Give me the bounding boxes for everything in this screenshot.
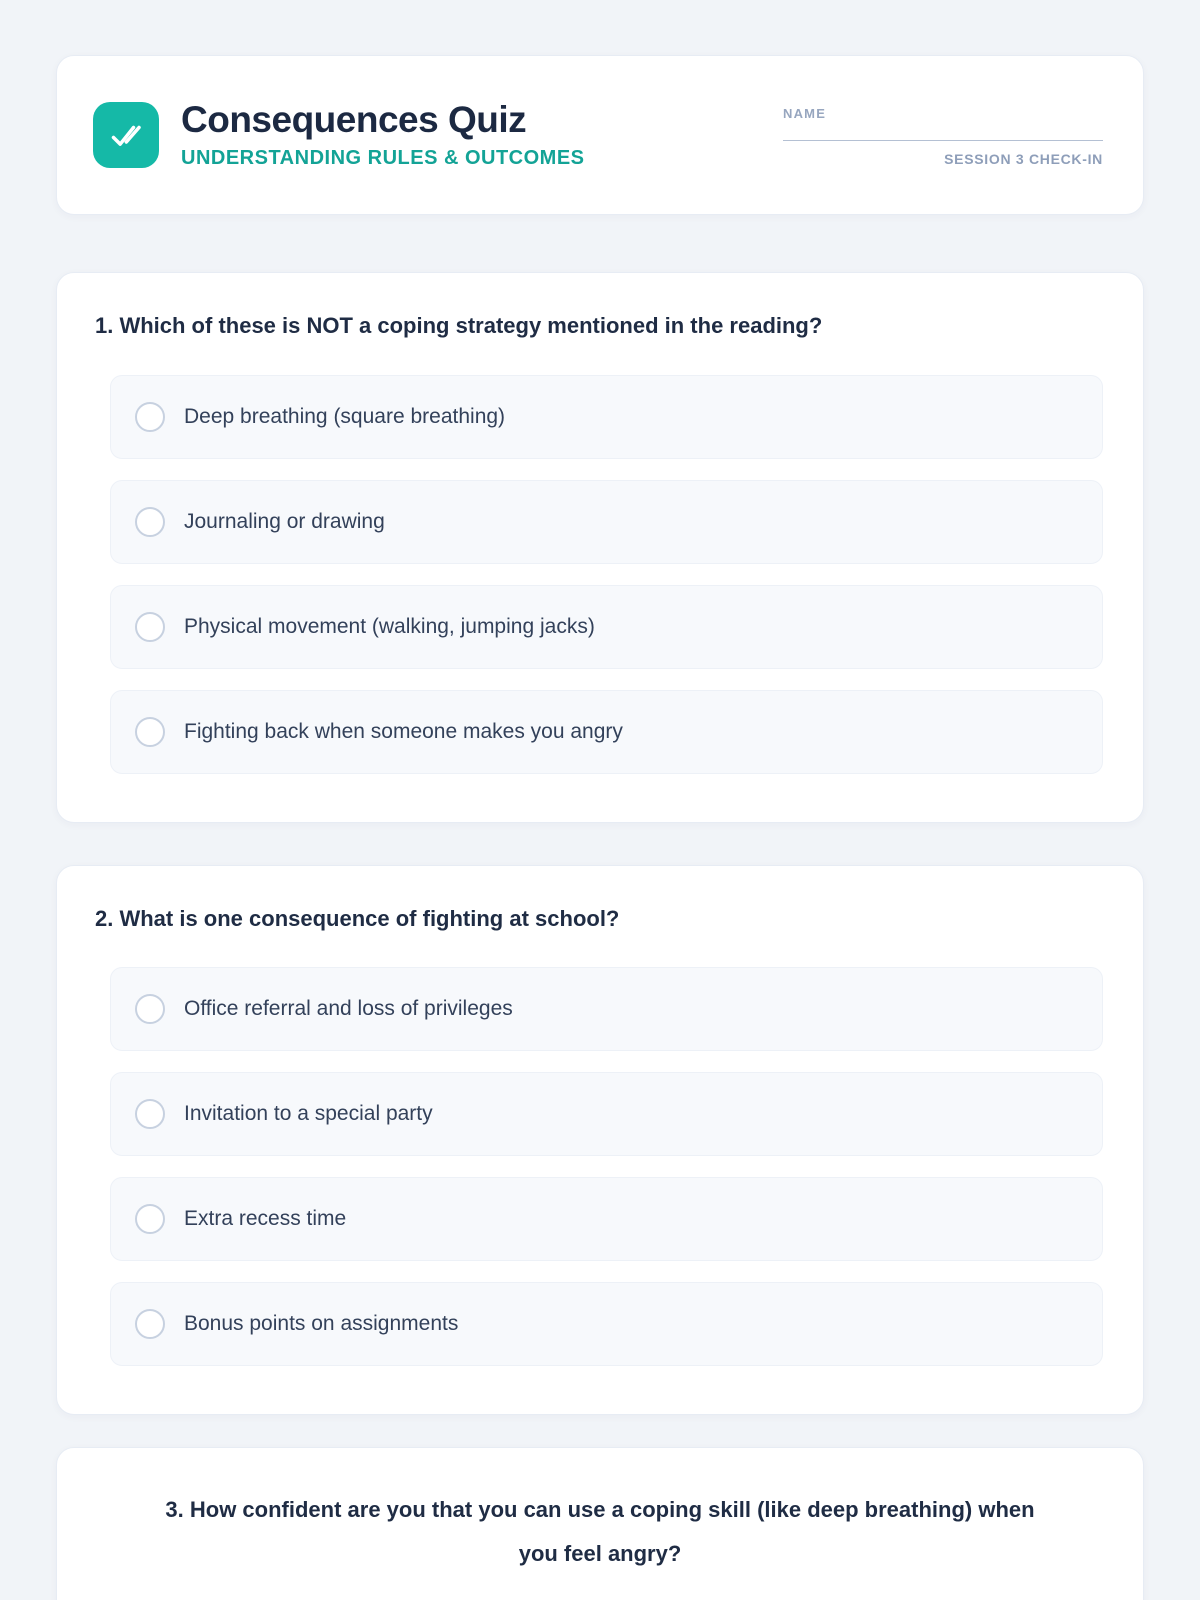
double-check-icon [93,102,159,168]
page-subtitle: UNDERSTANDING RULES & OUTCOMES [181,147,585,170]
option-label: Extra recess time [184,1207,347,1231]
question-text: 3. How confident are you that you can use a coping skill (like deep breathing) when you feel angry? [165,1497,1035,1567]
option-row[interactable] [110,1177,1103,1261]
question-card-3 [56,1447,1144,1600]
options-list [110,375,1103,774]
radio-icon[interactable] [135,717,165,747]
option-label: Fighting back when someone makes you angry [184,719,623,743]
name-input[interactable] [783,121,1103,141]
radio-icon[interactable] [135,1309,165,1339]
radio-icon[interactable] [135,507,165,537]
radio-icon[interactable] [135,402,165,432]
option-row[interactable] [110,480,1103,564]
option-label: Invitation to a special party [184,1102,433,1126]
question-text: 2. What is one consequence of fighting at school? [95,905,620,931]
radio-icon[interactable] [135,1099,165,1129]
question-text: 1. Which of these is NOT a coping strategy mentioned in the reading? [95,313,823,338]
option-row[interactable] [110,585,1103,669]
option-row[interactable] [110,375,1103,459]
radio-icon[interactable] [135,1204,165,1234]
option-label: Deep breathing (square breathing) [184,404,506,428]
header-title-group [93,56,585,214]
radio-icon[interactable] [135,612,165,642]
options-list [110,967,1103,1366]
option-row[interactable] [110,1072,1103,1156]
question-card-2 [56,865,1144,1416]
header-titles [181,100,585,171]
option-label: Journaling or drawing [184,509,385,533]
session-badge: SESSION 3 CHECK-IN [944,151,1103,167]
option-row[interactable] [110,1282,1103,1366]
page-title: Consequences Quiz [181,98,527,140]
name-label: NAME [783,106,827,121]
option-row[interactable] [110,967,1103,1051]
question-card-1 [56,272,1144,823]
option-label: Bonus points on assignments [184,1312,459,1336]
quiz-header [56,55,1144,215]
radio-icon[interactable] [135,994,165,1024]
option-row[interactable] [110,690,1103,774]
option-label: Physical movement (walking, jumping jacks) [184,614,595,638]
name-field-block [783,56,1103,214]
option-label: Office referral and loss of privileges [184,997,513,1021]
